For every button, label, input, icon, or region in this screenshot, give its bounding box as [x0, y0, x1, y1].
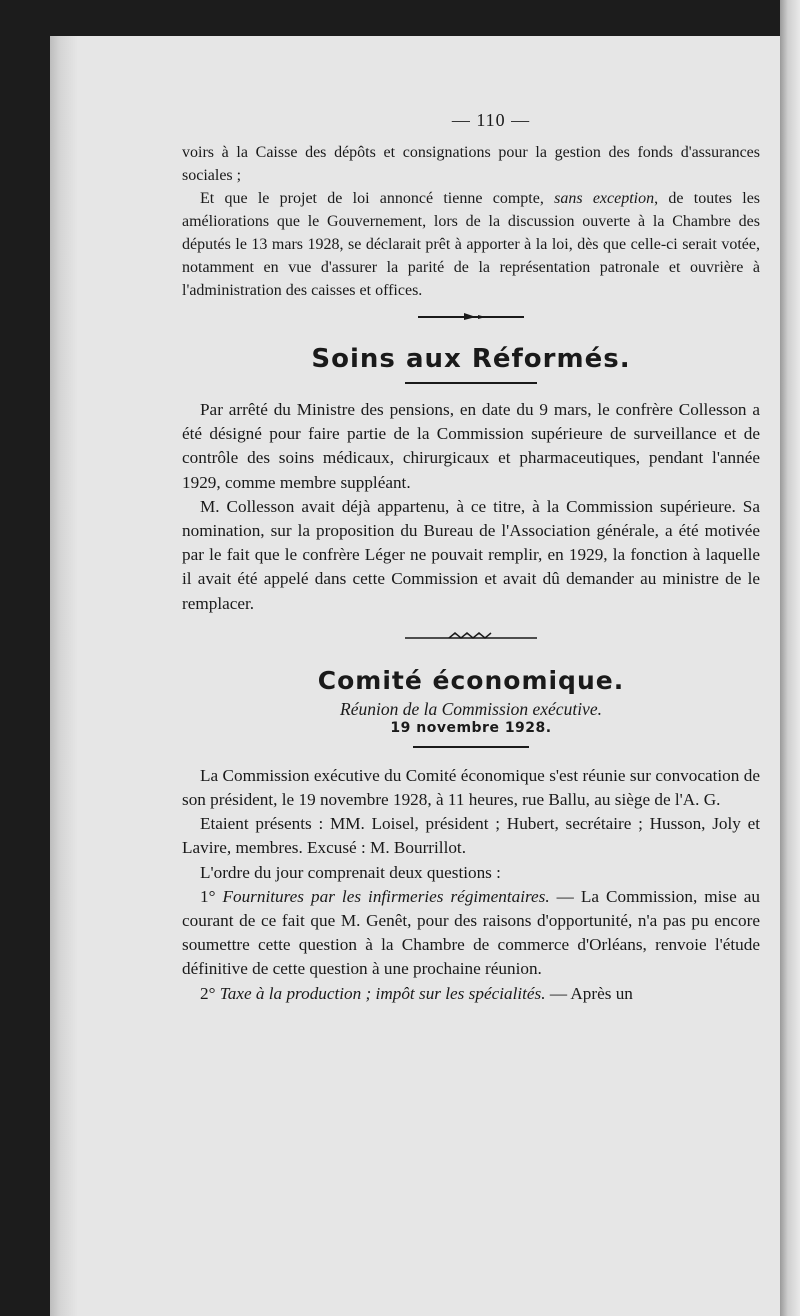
paragraph: Et que le projet de loi annoncé tienne compte, sans exception, de toutes les améliorations que le Gouvernement, lors de la discussion ouverte à la Chambre des députés le 13 mars 1928, se déclarait prêt à apporter à la loi, dès que celle-ci serait votée, notamment en vue d'assurer la parité de la représentation patronale et ouvrière à l'administration des caisses et offices. [182, 190, 761, 299]
page-edge [780, 0, 800, 1316]
paragraph: M. Collesson avait déjà appartenu, à ce titre, à la Commission supérieure. Sa nomination, sur la proposition du Bureau de l'Association générale, a été motivée par le fait que le confrère Léger ne pouvait remplir, en 1929, la fonction à laquelle il avait été appelé dans cette Commission et avait dû demander au ministre de le remplacer. [182, 496, 760, 613]
paragraph: L'ordre du jour comprenait deux questions : [200, 862, 501, 882]
title-rule [405, 382, 537, 384]
page-content [182, 110, 760, 1006]
paragraph: 1° Fournitures par les infirmeries régimentaires. — La Commission, mise au courant de ce fait que M. Genêt, pour des raisons d'opportunité, n'a pas pu encore soumettre cette question à la Chambre de commerce d'Orléans, renvoie l'étude définitive de cette question à une prochaine réunion. [182, 886, 760, 979]
ornament-divider-icon [416, 310, 526, 322]
page-gutter-shadow [50, 36, 78, 1316]
paragraph: 2° Taxe à la production ; impôt sur les spécialités. — Après un [200, 983, 633, 1003]
intro-text [182, 141, 760, 302]
page-number: — 110 — [451, 110, 531, 130]
paragraph: voirs à la Caisse des dépôts et consignations pour la gestion des fonds d'assurances sociales ; [182, 144, 760, 184]
paragraph: La Commission exécutive du Comité économique s'est réunie sur convocation de son président, le 19 novembre 1928, à 11 heures, rue Ballu, au siège de l'A. G. [182, 765, 760, 810]
ornament-divider-icon [403, 630, 539, 642]
paragraph: Par arrêté du Ministre des pensions, en date du 9 mars, le confrère Collesson a été désigné pour faire partie de la Commission supérieure de surveillance et de contrôle des soins médicaux, chirurgicaux et pharmaceutiques, pendant l'année 1929, comme membre suppléant. [182, 400, 760, 492]
paragraph: Etaient présents : MM. Loisel, président ; Hubert, secrétaire ; Husson, Joly et Lavire, membres. Excusé : M. Bourrillot. [182, 814, 760, 858]
section-body [182, 764, 760, 1006]
title-rule [413, 746, 529, 748]
section-title: Soins aux Réformés. [311, 344, 631, 374]
section-title: Comité économique. [317, 665, 625, 695]
section-subtitle: Réunion de la Commission exécutive. [340, 698, 602, 719]
section-body [182, 398, 760, 616]
section-date: 19 novembre 1928. [390, 719, 552, 736]
